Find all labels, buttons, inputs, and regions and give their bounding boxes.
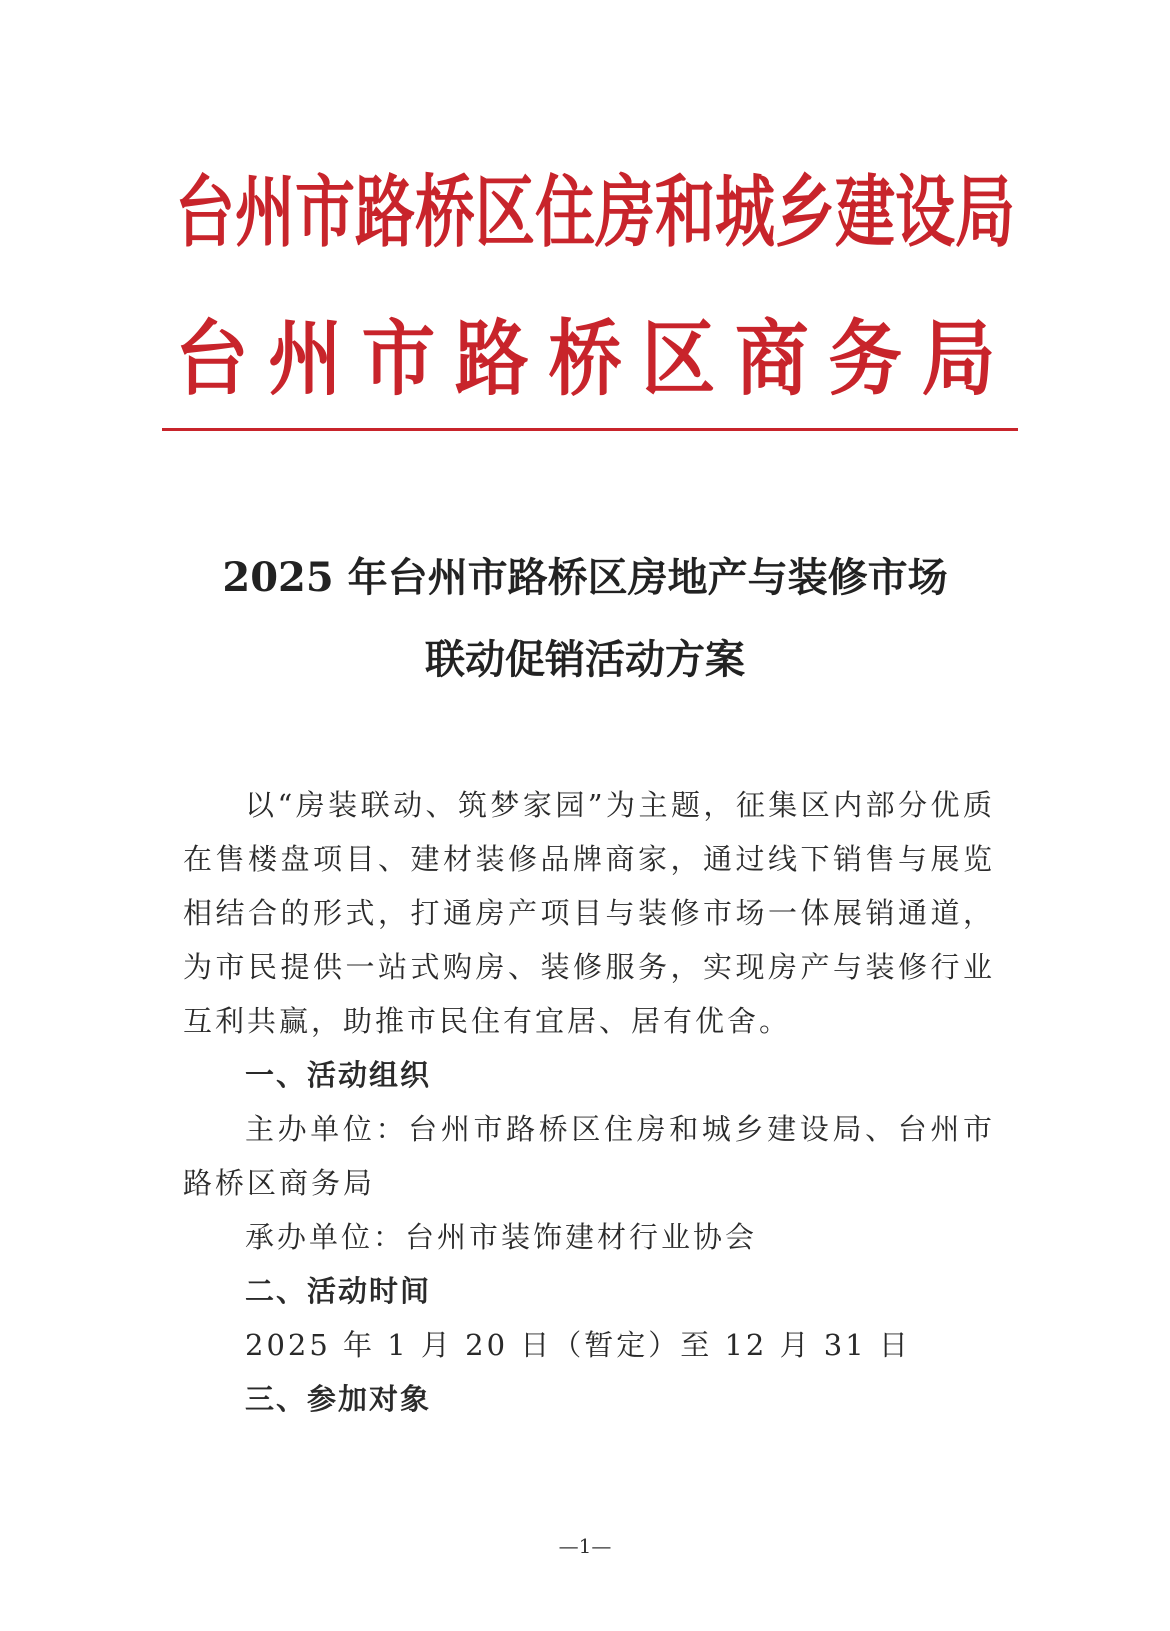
- time-paragraph: 2025 年 1 月 20 日（暂定）至 12 月 31 日: [245, 1328, 911, 1362]
- document-title-line-2: 联动促销活动方案: [425, 636, 745, 683]
- intro-paragraph: 以“房装联动、筑梦家园”为主题，征集区内部分优质在售楼盘项目、建材装修品牌商家，通过线下销售与展览相结合的形式，打通房产项目与装修市场一体展销通道，为市民提供一站式购房、装修服务，实现房产与装修行业互利共赢，助推市民住有宜居、居有优舍。: [183, 788, 995, 1038]
- section-heading-organization: 一、活动组织: [245, 1058, 432, 1092]
- section-heading-time: 二、活动时间: [245, 1274, 432, 1308]
- section-heading-participants: 三、参加对象: [245, 1382, 432, 1416]
- document-title-line-1: 2025 年台州市路桥区房地产与装修市场: [222, 554, 948, 601]
- organizer-paragraph: 主办单位：台州市路桥区住房和城乡建设局、台州市路桥区商务局: [183, 1112, 995, 1200]
- issuing-org-line-1: 台州市路桥区住房和城乡建设局: [175, 168, 1016, 258]
- undertaker-paragraph: 承办单位：台州市装饰建材行业协会: [245, 1220, 758, 1254]
- red-header-rule: [162, 428, 1018, 431]
- document-body: [183, 778, 995, 1426]
- page-number: —1—: [558, 1534, 612, 1558]
- issuing-org-line-2: 台州市路桥区商务局: [175, 312, 1016, 407]
